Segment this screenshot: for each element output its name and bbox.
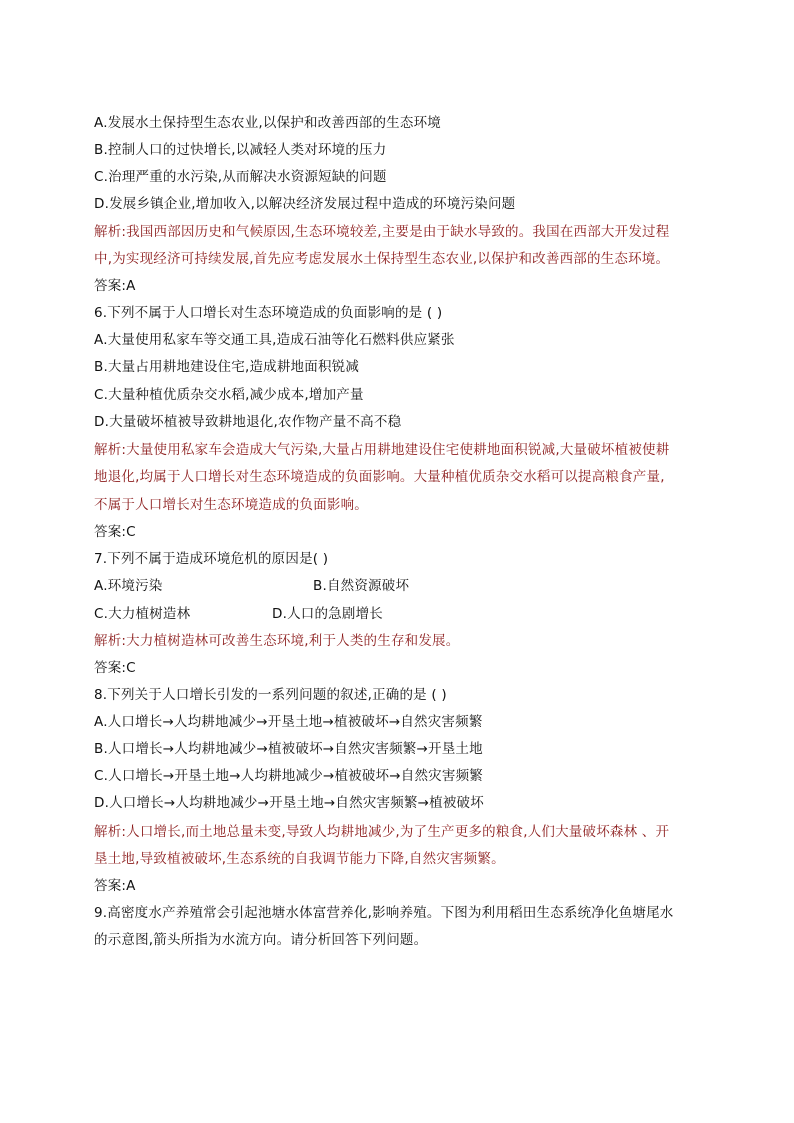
q8-answer: 答案:A <box>94 878 136 894</box>
q9-stem-line-2: 的示意图,箭头所指为水流方向。请分析回答下列问题。 <box>94 932 428 948</box>
q6-analysis-line-2: 地退化,均属于人口增长对生态环境造成的负面影响。大量种植优质杂交水稻可以提高粮食产量, <box>94 469 665 485</box>
q6-option-d: D.大量破坏植被导致耕地退化,农作物产量不高不稳 <box>94 414 402 430</box>
q9-stem-line-1: 9.高密度水产养殖常会引起池塘水体富营养化,影响养殖。下图为利用稻田生态系统净化鱼塘尾水 <box>94 905 674 921</box>
q5-option-b: B.控制人口的过快增长,以减轻人类对环境的压力 <box>94 142 387 158</box>
q7-answer: 答案:C <box>94 660 136 676</box>
q8-option-b: B.人口增长→人均耕地减少→植被破坏→自然灾害频繁→开垦土地 <box>94 741 483 757</box>
q6-analysis-line-1: 解析:大量使用私家车会造成大气污染,大量占用耕地建设住宅使耕地面积锐减,大量破坏植被使耕 <box>94 442 670 458</box>
q6-option-c: C.大量种植优质杂交水稻,减少成本,增加产量 <box>94 387 364 403</box>
q5-analysis-line-1: 解析:我国西部因历史和气候原因,生态环境较差,主要是由于缺水导致的。我国在西部大开发过程 <box>94 224 670 240</box>
q8-analysis-line-1: 解析:人口增长,而土地总量未变,导致人均耕地减少,为了生产更多的粮食,人们大量破坏森林 、开 <box>94 824 670 840</box>
q6-option-b: B.大量占用耕地建设住宅,造成耕地面积锐减 <box>94 359 360 375</box>
q5-option-a: A.发展水土保持型生态农业,以保护和改善西部的生态环境 <box>94 115 441 131</box>
q8-option-c: C.人口增长→开垦土地→人均耕地减少→植被破坏→自然灾害频繁 <box>94 768 483 784</box>
q8-analysis-line-2: 垦土地,导致植被破坏,生态系统的自我调节能力下降,自然灾害频繁。 <box>94 851 505 867</box>
q7-option-b: B.自然资源破坏 <box>313 578 410 594</box>
q6-analysis-line-3: 不属于人口增长对生态环境造成的负面影响。 <box>94 497 368 513</box>
q8-stem: 8.下列关于人口增长引发的一系列问题的叙述,正确的是 ( ) <box>94 687 447 703</box>
q7-option-a: A.环境污染 <box>94 578 163 594</box>
q8-option-a: A.人口增长→人均耕地减少→开垦土地→植被破坏→自然灾害频繁 <box>94 714 483 730</box>
q5-analysis-line-2: 中,为实现经济可持续发展,首先应考虑发展水土保持型生态农业,以保护和改善西部的生态环境。 <box>94 251 670 267</box>
q8-option-d: D.人口增长→人均耕地减少→开垦土地→自然灾害频繁→植被破坏 <box>94 795 484 811</box>
q5-answer: 答案:A <box>94 278 136 294</box>
q5-option-d: D.发展乡镇企业,增加收入,以解决经济发展过程中造成的环境污染问题 <box>94 196 516 212</box>
q5-option-c: C.治理严重的水污染,从而解决水资源短缺的问题 <box>94 169 387 185</box>
q7-option-d: D.人口的急剧增长 <box>272 606 383 622</box>
q7-option-c: C.大力植树造林 <box>94 606 191 622</box>
q7-stem: 7.下列不属于造成环境危机的原因是( ) <box>94 551 329 567</box>
q6-answer: 答案:C <box>94 524 136 540</box>
q6-option-a: A.大量使用私家车等交通工具,造成石油等化石燃料供应紧张 <box>94 332 455 348</box>
q7-analysis-line-1: 解析:大力植树造林可改善生态环境,利于人类的生存和发展。 <box>94 633 460 649</box>
q6-stem: 6.下列不属于人口增长对生态环境造成的负面影响的是 ( ) <box>94 305 443 321</box>
